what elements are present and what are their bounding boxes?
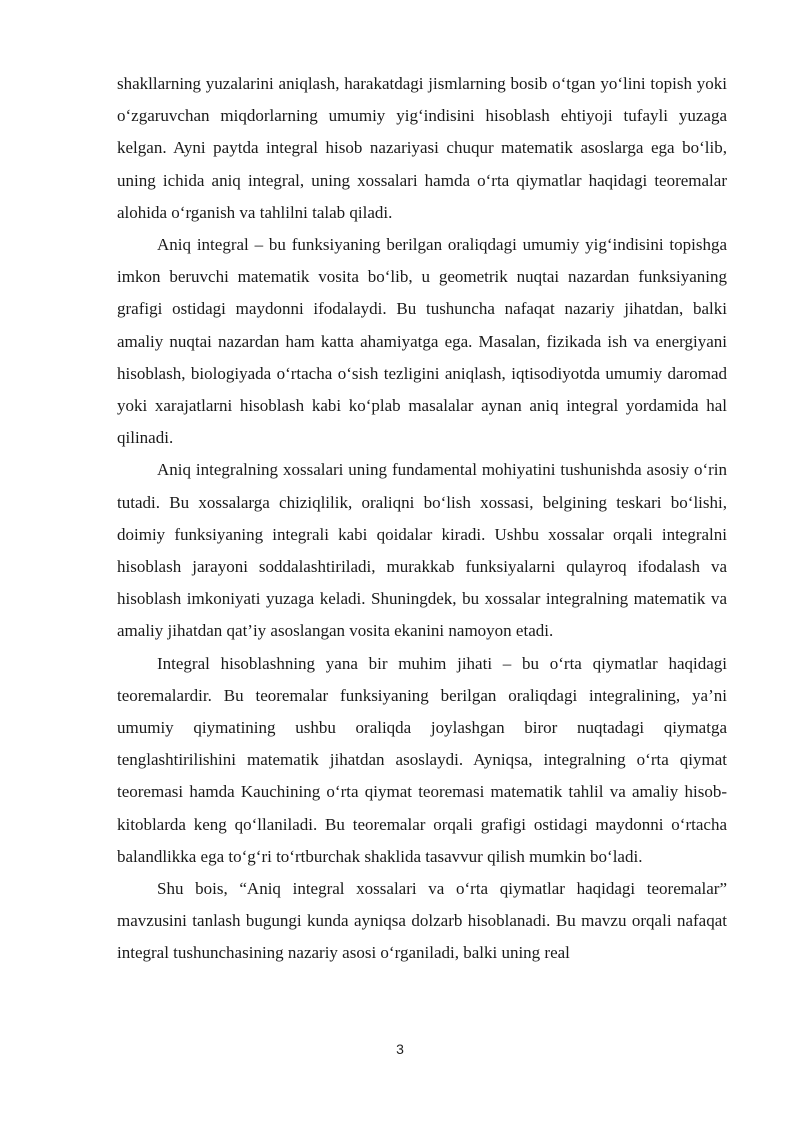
- page-number: 3: [396, 1041, 404, 1057]
- paragraph-continuation: shakllarning yuzalarini aniqlash, harakatdagi jismlarning bosib o‘tgan yo‘lini topish yoki o‘zgaruvchan miqdorlarning umumiy yig‘indisini hisoblash ehtiyoji tufayli yuzaga kelgan. Ayni paytda integral hisob nazariyasi chuqur matematik asoslarga ega bo‘lib, uning ichida aniq integral, uning xossalari hamda o‘rta qiymatlar haqidagi teoremalar alohida o‘rganish va tahlilni talab qiladi.: [117, 74, 727, 222]
- paragraph-topic-relevance: Shu bois, “Aniq integral xossalari va o‘rta qiymatlar haqidagi teoremalar” mavzusini tanlash bugungi kunda ayniqsa dolzarb hisoblanadi. Bu mavzu orqali nafaqat integral tushunchasining nazariy asosi o‘rganiladi, balki uning real: [117, 879, 727, 963]
- paragraph-definite-integral: Aniq integral – bu funksiyaning berilgan oraliqdagi umumiy yig‘indisini topishga imkon beruvchi matematik vosita bo‘lib, u geometrik nuqtai nazardan funksiyaning grafigi ostidagi maydonni ifodalaydi. Bu tushuncha nafaqat nazariy jihatdan, balki amaliy nuqtai nazardan ham katta ahamiyatga ega. Masalan, fizikada ish va energiyani hisoblash, biologiyada o‘rtacha o‘sish tezligini aniqlash, iqtisodiyotda umumiy daromad yoki xarajatlarni hisoblash kabi ko‘plab masalalar aynan aniq integral yordamida hal qilinadi.: [117, 235, 727, 448]
- document-body: [117, 68, 727, 970]
- paragraph-integral-properties: Aniq integralning xossalari uning fundamental mohiyatini tushunishda asosiy o‘rin tutadi. Bu xossalarga chiziqlilik, oraliqni bo‘lish xossasi, belgining teskari bo‘lishi, doimiy funksiyaning integrali kabi qoidalar kiradi. Ushbu xossalar orqali integralni hisoblash jarayoni soddalashtiriladi, murakkab funksiyalarni qulayroq ifodalash va hisoblash imkoniyati yuzaga keladi. Shuningdek, bu xossalar integralning matematik va amaliy jihatdan qat’iy asoslangan vosita ekanini namoyon etadi.: [117, 460, 727, 641]
- paragraph-mean-value-theorems: Integral hisoblashning yana bir muhim jihati – bu o‘rta qiymatlar haqidagi teoremalardir. Bu teoremalar funksiyaning berilgan oraliqdagi integralining, ya’ni umumiy qiymatining ushbu oraliqda joylashgan biror nuqtadagi qiymatga tenglashtirilishini matematik jihatdan asoslaydi. Ayniqsa, integralning o‘rta qiymat teoremasi hamda Kauchining o‘rta qiymat teoremasi matematik tahlil va amaliy hisob-kitoblarda keng qo‘llaniladi. Bu teoremalar orqali grafigi ostidagi maydonni o‘rtacha balandlikka ega to‘g‘ri to‘rtburchak shaklida tasavvur qilish mumkin bo‘ladi.: [117, 653, 727, 866]
